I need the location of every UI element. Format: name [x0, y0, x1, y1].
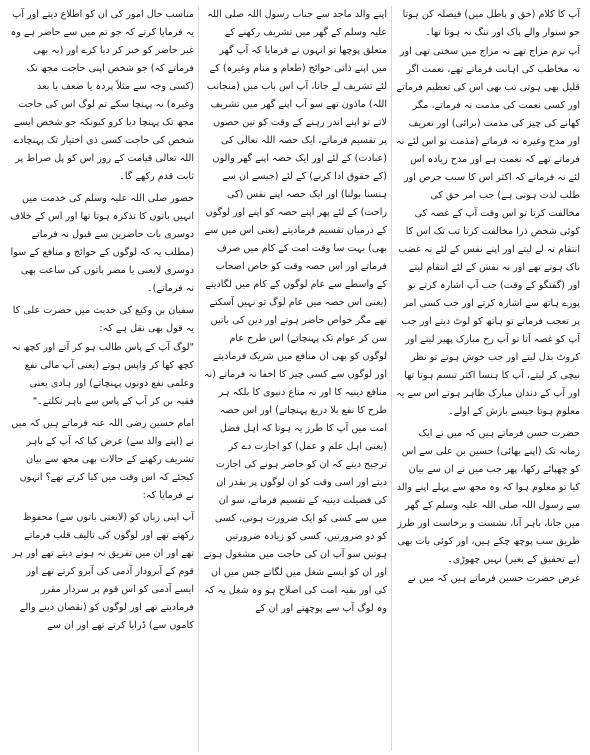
- quote-paragraph: "لوگ آپ کے پاس طالب ہو کر آتے اور کچھ نہ کچھ کھا کر واپس ہوتے (یعنی آپ مالی نفع وعلمی نفع دونوں پہنچاتے) اور ہادی یعنی فقیہ بن کر آپ کے پاس سے باہر نکلتے۔": [12, 342, 194, 407]
- paragraph: حضور صلی اللہ علیہ وسلم کی خدمت میں انہیں باتوں کا تذکرہ ہوتا تھا اور اس کے خلاف دوسری بات حاضرین سے قبول نہ فرماتے (مطلب یہ کہ لوگوں کے حوائج و منافع کے سوا دوسری لایعنی یا مضر باتوں کی ساعت بھی نہ فرماتے)۔: [10, 193, 194, 294]
- paragraph: امام حسین رضی اللہ عنہ فرماتے ہیں کہ میں نے (اپنے والد سے) عرض کیا کہ آپ کے باہر تشریف رکھنے کے حالات بھی مجھ سے بیان کیجئے کہ اس وقت میں کیا کرتے تھے؟ انہوں نے فرمایا کہ:: [11, 418, 194, 501]
- text-column-left: [6, 6, 199, 751]
- paragraph: اپنے والد ماجد سے جناب رسول اللہ صلی اللہ علیہ وسلم کے گھر میں تشریف رکھنے کے متعلق پوچھا تو انہوں نے فرمایا کہ آپ گھر میں اپنے ذاتی حوائج (طعام و منام وغیرہ) کے لئے تشریف لے جانا، آپ اس باب میں (منجانب اللہ) ماذون تھے سو آپ اپنے گھر میں تشریف لاتے تو اپنے اندر رہنے کے وقت کو تین حصوں پر تقسیم فرماتے، ایک حصہ اللہ تعالی کی (عبادت) کے لئے اور ایک حصہ اپنے گھر والوں (کے حقوق ادا کرنے) کے لئے (جیسے ان سے ہنسنا بولنا) اور ایک حصہ اپنے نفس (کی راحت) کے لئے پھر اپنے حصہ کو اپنے اور لوگوں کے درمیان تقسیم فرمادیتے (یعنی اس میں سے بھی) بہت سا وقت امت کے کام میں صرف فرماتے اور اس حصہ وقت کو خاص اصحاب کے واسطے سے عام لوگوں کے کام میں لگادیتے (یعنی اس حصہ میں عام لوگ تو نہیں آسکتے تھے مگر خواص حاضر ہوتے اور دین کی باتیں سن کر عوام تک پہنچاتے) اس طرح عام لوگوں کو بھی ان منافع میں شریک فرمادیتے اور لوگوں سے کسی چیز کا اخفا نہ فرماتے (نہ منافع دینیہ کا اور نہ متاع دنیوی کا بلکہ ہر طرح کا نفع بلا دریغ پہنچاتے) اور اس حصہ امت میں آپ کا طرز یہ ہوتا کہ اہل فضل (یعنی اہل علم و عمل) کو اجازت دے کر ترجیح دیتے کہ ان کو حاضر ہونے کی اجازت دیتے اور اسی وقت کو ان لوگوں پر بقدر ان کی فضیلت دینیہ کے تقسیم فرماتے، سو ان میں سے کسی کو ایک ضرورت ہوتی، کسی کو دو ضرورتیں، کسی کو زیادہ ضرورتیں ہوتیں سو آپ ان کی حاجت میں مشغول ہوتے اور ان کو ایسے شغل میں لگاتے جس میں ان کی اور بقیہ امت کی اصلاح ہو وہ شغل یہ کہ وہ لوگ آپ سے پوچھتے اور ان کے: [203, 9, 387, 614]
- paragraph: آپ نرم مزاج تھے نہ مزاج میں سختی تھی اور نہ مخاطب کی اہانت فرماتے تھے، نعمت اگر قلیل بھی ہوتی تب بھی اس کی تعظیم فرماتے اور کسی نعمت کی مذمت نہ فرماتے، مگر کھانے کی چیز کی مذمت (برائی) اور تعریف اور مدح وغیرہ نہ فرماتے (مذمت تو اس لئے نہ فرماتے تھے کہ نعمت ہے اور مدح زیادہ اس لئے نہ فرماتے کہ اکثر اس کا سبب حرص اور طلب لذت ہوتی ہے) جب امر حق کی مخالفت کرتا تو اس وقت آپ کے غصہ کی کوئی شخص ذرا مخالفت کرتا تب تک اس کا انتقام نہ لے لیتے اور اپنے نفس کے لئے نہ غضب ناک ہوتے تھے اور نہ نفس کے لئے انتقام لیتے اور (گفتگو کے وقت) جب آپ اشارہ کرتے تو پورے ہاتھ سے اشارہ کرتے اور جب کسی امر پر تعجب فرماتے تو ہاتھ کو لوٹ دیتے اور جب آپ کو غصہ آتا تو آپ رخ مبارک پھیر لیتے اور کروٹ بدل لیتے اور جب خوش ہوتے تو نظر نیچی کر لیتے، آپ کا ہنسا اکثر تبسم ہوتا تھا اور آپ کے دندان مبارک ظاہر ہوتے اس سے یہ معلوم ہوتا جیسے بارش کے اولے۔: [396, 46, 580, 417]
- paragraph: آپ کا کلام (حق و باطل میں) فیصلہ کن ہوتا جو سنوار والے پاک اور تنگ نہ ہوتا تھا۔: [402, 9, 580, 38]
- text-column-right: [392, 6, 584, 751]
- paragraph: غرض حضرت حسین فرماتے ہیں کہ میں نے: [407, 573, 580, 584]
- paragraph: سفیان بن وکیع کی حدیث میں حضرت علی کا یہ قول بھی نقل ہے کہ:: [12, 305, 194, 334]
- paragraph: حضرت حسن فرماتے ہیں کہ میں نے ایک زمانہ تک (اپنے بھائی) حسین بن علی سے اس کو چھپائے رکھا، پھر جب میں نے ان سے بیان کیا تو معلوم ہوا کہ وہ مجھ سے پہلے اپنے والد سے رسول اللہ صلی اللہ علیہ وسلم کے گھر میں جانا، باہر آنا، نشست و برخاست اور طرز طریق سب پوچھ چکے ہیں، اور کوئی بات بھی (بے تحقیق کے بغیر) نہیں چھوڑی۔: [396, 428, 580, 565]
- paragraph: مناسب حال امور کی ان کو اطلاع دیتے اور آپ یہ فرمایا کرتے کہ جو تم میں سے حاضر ہے وہ غیر حاضر کو خبر کر دیا کرے اور (یہ بھی فرماتے کہ) جو شخص اپنی حاجت مجھ تک (کسی وجہ سے مثلاً پردہ یا ضعف یا بعد وغیرہ) نہ پہنچا سکے تم لوگ اس کی حاجت مجھ تک پہنچا دیا کرو کیونکہ جو شخص ایسے شخص کی حاجت کسی ذی اختیار تک پہنچادے اللہ تعالی قیامت کے روز اس کو پل صراط پر ثابت قدم رکھے گا۔: [10, 9, 194, 182]
- text-column-middle: [199, 6, 392, 751]
- paragraph: آپ اپنی زبان کو (لایعنی باتوں سے) محفوظ رکھتے تھے اور لوگوں کی تالیف قلب فرماتے تھے اور ان میں تفریق نہ ہونے دیتے تھے اور ہر قوم کے آبرودار آدمی کی آبرو کرتے تھے اور ایسے آدمی کو اس قوم پر سردار مقرر فرمادیتے تھے اور لوگوں کو (نقصان دینے والے کاموں سے) ڈرایا کرتے تھے اور ان سے: [12, 512, 194, 631]
